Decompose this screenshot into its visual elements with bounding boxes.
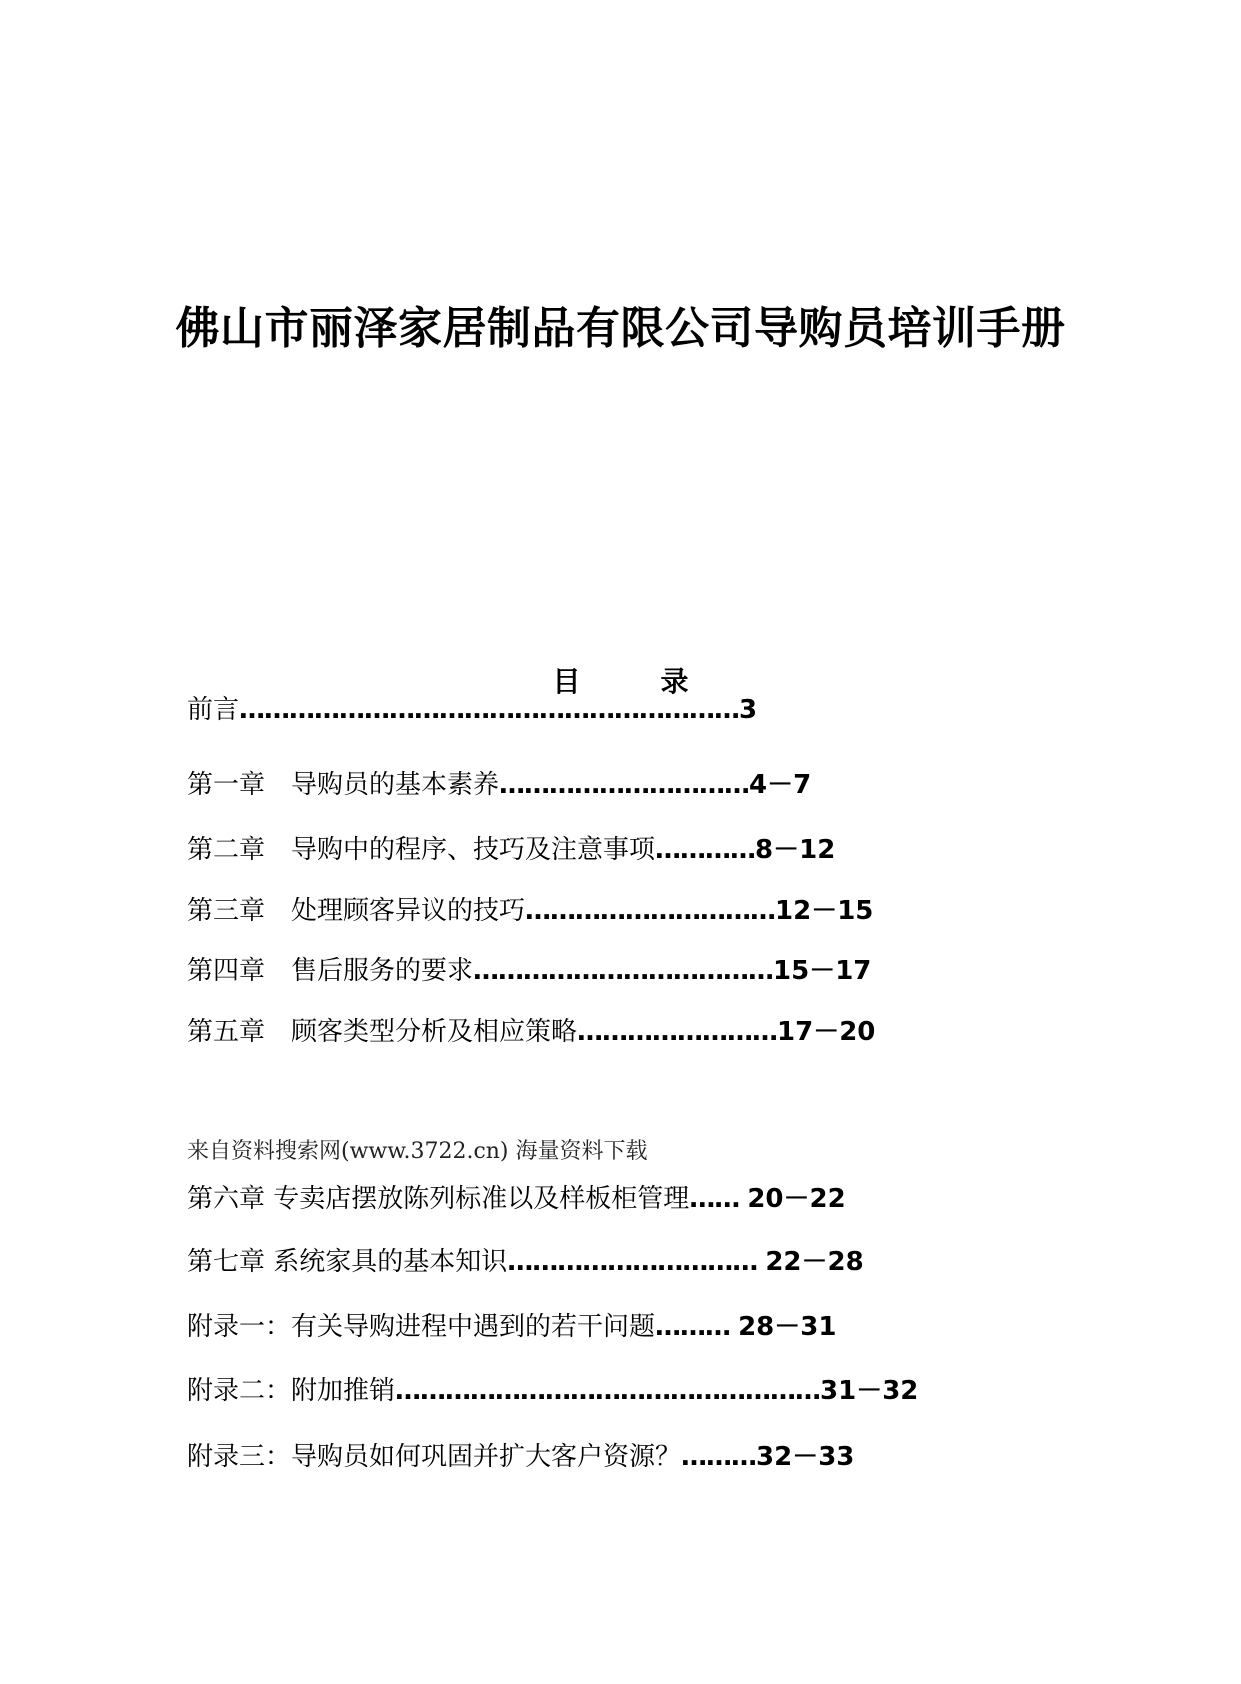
toc-entry-label: 第一章 导购员的基本素养 [187,770,500,800]
toc-entry-chapter-6 [187,1183,846,1215]
toc-heading-char-1: 目 [552,665,581,698]
toc-entry-label: 第二章 导购中的程序、技巧及注意事项 [187,835,656,865]
toc-entry-label: 第四章 售后服务的要求 [187,956,474,986]
toc-heading-char-2: 录 [660,665,689,698]
toc-entry-pages: 3 [739,695,758,725]
toc-entry-chapter-7 [187,1246,864,1278]
toc-entry-leader: ………………………… [507,1247,766,1277]
toc-entry-pages: 8－12 [755,835,836,865]
toc-entry-leader: ……… [681,1442,757,1472]
toc-entry-appendix-2 [187,1375,918,1407]
toc-entry-pages: 4－7 [749,770,812,800]
toc-entry-pages: 17－20 [777,1017,876,1047]
toc-entry-pages: 15－17 [773,956,872,986]
toc-entry-leader: …… [689,1184,748,1214]
toc-entry-pages: 31－32 [820,1376,919,1406]
toc-entry-leader: ………… [655,835,756,865]
toc-entry-pages: 20－22 [747,1184,846,1214]
toc-entry-leader: …………………………………………………… [239,695,740,725]
toc-entry-pages: 12－15 [775,896,874,926]
toc-entry-label: 第七章 系统家具的基本知识 [187,1247,508,1277]
toc-entry-leader: ………………………… [499,770,750,800]
toc-entry-pages: 32－33 [756,1442,855,1472]
toc-entry-leader: …………………………………………… [395,1376,821,1406]
toc-entry-chapter-2 [187,834,835,866]
toc-entry-chapter-5 [187,1016,875,1048]
watermark-text: 来自资料搜索网(www.3722.cn) 海量资料下载 [187,1139,648,1164]
toc-entry-pages: 22－28 [765,1247,864,1277]
toc-entry-chapter-1 [187,769,811,801]
toc-entry-leader: ……… [655,1312,739,1342]
toc-entry-chapter-4 [187,955,871,987]
toc-entry-leader: ………………………… [525,896,776,926]
toc-entry-preface [187,694,757,726]
toc-entry-leader: ……………………………… [473,956,774,986]
toc-entry-label: 附录一：有关导购进程中遇到的若干问题 [187,1312,656,1342]
toc-entry-appendix-1 [187,1311,836,1343]
toc-entry-label: 附录二：附加推销 [187,1376,396,1406]
toc-entry-label: 前言 [187,695,240,725]
toc-entry-label: 第五章 顾客类型分析及相应策略 [187,1017,578,1047]
toc-entry-appendix-3 [187,1441,854,1473]
toc-entry-pages: 28－31 [738,1312,837,1342]
toc-entry-label: 第三章 处理顾客异议的技巧 [187,896,526,926]
toc-entry-chapter-3 [187,895,873,927]
toc-entry-label: 第六章 专卖店摆放陈列标准以及样板柜管理 [187,1184,690,1214]
document-title: 佛山市丽泽家居制品有限公司导购员培训手册 [175,303,1066,354]
toc-entry-label: 附录三：导购员如何巩固并扩大客户资源？ [187,1442,682,1472]
toc-entry-leader: …………………… [577,1017,778,1047]
